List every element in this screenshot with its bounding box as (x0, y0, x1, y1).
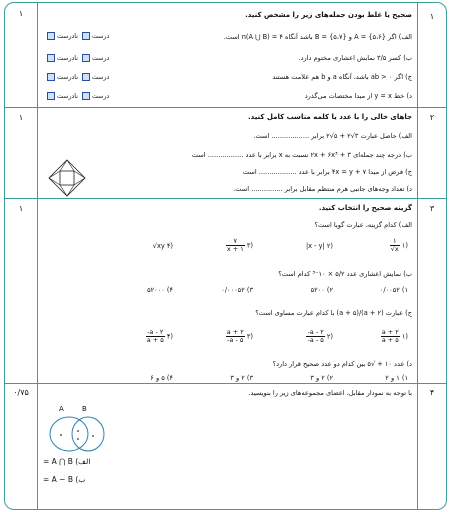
q2-title: جاهای خالی را با عدد یا کلمه مناسب کامل کنید. (248, 113, 412, 121)
q4-number: ۴ (429, 388, 435, 397)
q3-b-option-4[interactable]: ۴) ۵۲۰۰۰ (147, 286, 173, 294)
q1-d-options: درست نادرست (45, 92, 109, 100)
q3-d-option-1[interactable]: ۱) ۱ و ۲ (385, 374, 408, 382)
false-checkbox[interactable] (47, 54, 55, 62)
true-checkbox[interactable] (82, 92, 90, 100)
q3-number: ۳ (429, 204, 435, 213)
q1-statement-d: د) خط y = x از مبدا مختصات می‌گذرد (304, 92, 412, 100)
q4-item-a: الف) A ⋂ B = (43, 457, 91, 466)
exam-sheet (4, 2, 447, 510)
q4-item-b: ب) A − B = (43, 475, 86, 484)
q3-b-option-1[interactable]: ۱) ۰/۰۰۵۲ (379, 286, 408, 294)
q1-score: ۱ (18, 9, 24, 18)
questions-area (37, 3, 418, 509)
venn-diagram (43, 403, 111, 453)
q3-b-option-2[interactable]: ۲) ۵۲۰۰ (310, 286, 333, 294)
q3-a-option-1[interactable]: $\frac{۱}{√x}$ ۱) (390, 237, 408, 253)
q2-number: ۲ (429, 113, 435, 122)
venn-label-b: B (82, 405, 87, 413)
q3-c-option-3[interactable]: $\frac{a + ۲}{-a - ۵}$ ۳) (226, 328, 253, 344)
q3-c-option-4[interactable]: $\frac{-a - ۲}{a + ۵}$ ۴) (146, 328, 173, 344)
q1-number: ۱ (429, 12, 435, 21)
score-column (5, 3, 38, 509)
q3-a-option-4[interactable]: √xy ۴) (152, 242, 173, 250)
false-checkbox[interactable] (47, 92, 55, 100)
q1-a-options: درست نادرست (45, 32, 109, 40)
q2-item-d: د) تعداد وجه‌های جانبی هرم منتظم مقابل برابر ............... است. (233, 185, 412, 193)
q2-item-b: ب) درجه چند جمله‌ای ۲x + ۶x³ + ۳ نسبت به x برابر با عدد ................. است (191, 151, 412, 159)
q3-d-option-2[interactable]: ۲) ۲ و ۳ (310, 374, 333, 382)
q1-b-options: درست نادرست (45, 54, 109, 62)
question-3 (37, 198, 418, 383)
false-checkbox[interactable] (47, 32, 55, 40)
q1-title: صحیح یا غلط بودن جمله‌های زیر را مشخص کنید. (245, 11, 412, 19)
q3-a-option-3[interactable]: $\frac{۷}{x + ۱}$ ۳) (226, 237, 253, 253)
true-checkbox[interactable] (82, 54, 90, 62)
q1-c-options: درست نادرست (45, 73, 109, 81)
q3-a-stem: الف) کدام گزینه، عبارت گویا است؟ (314, 221, 412, 229)
q1-statement-b: ب) کسر ۳/۵ نمایش اعشاری مختوم دارد. (298, 54, 412, 62)
q3-b-stem: ب) نمایش اعشاری عدد ۵/۲ × ۱۰⁻³ کدام است؟ (278, 270, 412, 278)
question-2 (37, 107, 418, 198)
false-checkbox[interactable] (47, 73, 55, 81)
q3-d-option-4[interactable]: ۴) ۵ و ۶ (150, 374, 173, 382)
number-column (417, 3, 446, 509)
q3-c-option-2[interactable]: $\frac{-a - ۲}{-a - ۵}$ ۲) (307, 328, 333, 344)
q2-score: ۱ (18, 113, 24, 122)
q4-title: با توجه به نمودار مقابل، اعضای مجموعه‌های زیر را بنویسید. (248, 389, 412, 397)
q4-score: ۰/۷۵ (13, 388, 29, 397)
q3-c-option-1[interactable]: $\frac{a + ۲}{a + ۵}$ ۱) (381, 328, 408, 344)
q3-b-option-3[interactable]: ۳) ۰/۰۰۰۵۲ (221, 286, 253, 294)
venn-label-a: A (59, 405, 64, 413)
question-4 (37, 383, 418, 510)
true-checkbox[interactable] (82, 73, 90, 81)
true-checkbox[interactable] (82, 32, 90, 40)
q3-c-stem: ج) عبارت (a + ۲)/(a + ۵) با کدام عبارت مساوی است؟ (255, 309, 412, 317)
q3-a-option-2[interactable]: |x - y| ۲) (305, 242, 333, 250)
q1-statement-c: ج) اگر ab > ۰ باشد، آنگاه a و b هم علامت هستند (272, 73, 412, 81)
q1-statement-a: الف) اگر {۵،۶} = A و {۵،۷} = B باشد آنگاه ۴ = n(A ⋃ B) است. (223, 33, 412, 41)
q3-d-stem: د) عدد ۱۰ + √۵ بین کدام دو عدد صحیح قرار دارد؟ (272, 360, 412, 368)
q3-d-option-3[interactable]: ۳) ۲ و ۳ (230, 374, 253, 382)
q2-item-c: ج) فرض از مبدا ۷ + ۴x = y برابر با عدد .................. است (242, 168, 412, 176)
q2-item-a: الف) حاصل عبارت ۳√۲ + ۵√۲ برابر .................. است. (253, 132, 412, 140)
question-1 (37, 3, 418, 107)
q3-title: گزینه صحیح را انتخاب کنید. (318, 204, 412, 212)
q3-score: ۱ (18, 204, 24, 213)
pyramid-figure (47, 158, 87, 198)
